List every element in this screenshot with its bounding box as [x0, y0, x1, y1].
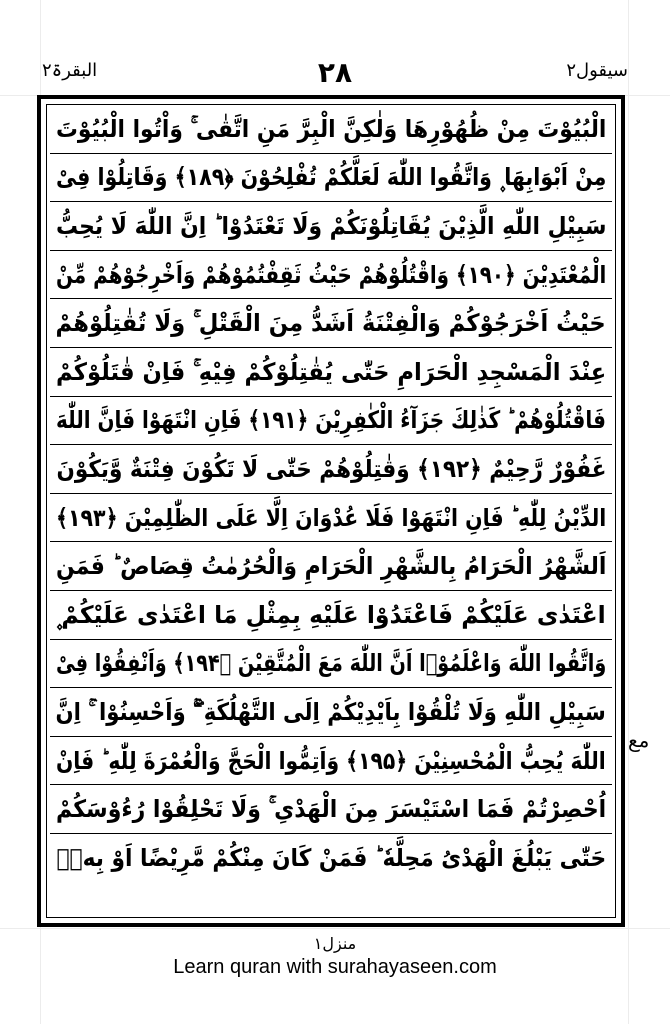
text-line: [50, 397, 612, 446]
text-line: [50, 494, 612, 543]
line-text: اللّٰهَ یُحِبُّ الْمُحْسِنِیْنَ ﴿۱۹۵﴾ وَاَتِمُّوا الْحَجَّ وَالْعُمْرَةَ لِلّٰهِ ؕ فَاِنْ: [56, 746, 606, 775]
line-text: غَفُوْرٌ رَّحِیْمٌ ﴿۱۹۲﴾ وَقٰتِلُوْهُمْ حَتّٰى لَا تَكُوْنَ فِتْنَةٌ وَّیَكُوْنَ: [56, 454, 606, 483]
line-text: اَلشَّهْرُ الْحَرَامُ بِالشَّهْرِ الْحَرَامِ وَالْحُرُمٰتُ قِصَاصٌ ؕ فَمَنِ: [55, 552, 607, 581]
para-name: سیقول۲: [566, 60, 628, 81]
text-line: [50, 785, 612, 834]
line-text: اعْتَدٰى عَلَیْكُمْ فَاعْتَدُوْا عَلَیْهِ بِمِثْلِ مَا اعْتَدٰى عَلَیْكُمْ ۪: [55, 600, 607, 629]
guide-line: [628, 0, 629, 1024]
text-line: [50, 737, 612, 786]
website-caption: Learn quran with surahayaseen.com: [173, 956, 497, 978]
line-text: سَبِیْلِ اللّٰهِ وَلَا تُلْقُوْا بِاَیْدِیْكُمْ اِلَى التَّهْلُكَةِ ۛ ۖۚ وَاَحْسِنُوْا ۛ ۚ اِنَّ: [55, 697, 607, 726]
guide-line: [0, 928, 670, 929]
line-text: مِنْ اَبْوَابِهَا ۪ وَاتَّقُوا اللّٰهَ لَعَلَّكُمْ تُفْلِحُوْنَ ﴿۱۸۹﴾ وَقَاتِلُوْا فِیْ: [55, 163, 607, 192]
line-text: سَبِیْلِ اللّٰهِ الَّذِیْنَ یُقَاتِلُوْنَكُمْ وَلَا تَعْتَدُوْا ؕ اِنَّ اللّٰهَ لَا یُحِبُّ: [55, 211, 607, 240]
text-line: [50, 251, 612, 300]
line-text: عِنْدَ الْمَسْجِدِ الْحَرَامِ حَتّٰى یُقٰتِلُوْكُمْ فِیْهِ ۚ فَاِنْ قٰتَلُوْكُمْ: [55, 357, 607, 386]
text-line: [50, 591, 612, 640]
text-line: [50, 202, 612, 251]
text-line: [50, 154, 612, 203]
line-text: وَاتَّقُوا اللّٰهَ وَاعْلَمُوْۤا اَنَّ اللّٰهَ مَعَ الْمُتَّقِیْنَ ﴿۱۹۴﴾ وَاَنْفِقُوْا فِیْ: [55, 649, 607, 678]
line-text: الْمُعْتَدِیْنَ ﴿۱۹۰﴾ وَاقْتُلُوْهُمْ حَیْثُ ثَقِفْتُمُوْهُمْ وَاَخْرِجُوْهُمْ مِّنْ: [55, 260, 607, 289]
line-text: فَاقْتُلُوْهُمْ ؕ كَذٰلِكَ جَزَآءُ الْكٰفِرِیْنَ ﴿۱۹۱﴾ فَاِنِ انْتَهَوْا فَاِنَّ اللّٰهَ: [56, 406, 606, 435]
page-number: ۲۸: [317, 56, 353, 89]
manzil-label: منزل۱: [313, 934, 357, 953]
text-line: [50, 348, 612, 397]
line-text: الْبُیُوْتَ مِنْ ظُهُوْرِهَا وَلٰكِنَّ الْبِرَّ مَنِ اتَّقٰى ۚ وَاْتُوا الْبُیُوْتَ: [55, 114, 607, 143]
page-header: [42, 56, 628, 92]
text-line: [50, 688, 612, 737]
text-line: [50, 640, 612, 689]
ruku-marker: مع: [628, 728, 650, 752]
text-line: [50, 834, 612, 883]
text-line: [50, 105, 612, 154]
text-lines: [46, 104, 616, 918]
text-line: [50, 542, 612, 591]
text-line: [50, 445, 612, 494]
line-text: حَیْثُ اَخْرَجُوْكُمْ وَالْفِتْنَةُ اَشَدُّ مِنَ الْقَتْلِ ۚ وَلَا تُقٰتِلُوْهُمْ: [55, 309, 607, 338]
text-line: [50, 299, 612, 348]
text-frame: [37, 95, 625, 927]
line-text: الدِّیْنُ لِلّٰهِ ؕ فَاِنِ انْتَهَوْا فَلَا عُدْوَانَ اِلَّا عَلَى الظّٰلِمِیْنَ ﴿۱۹۳﴾: [55, 503, 607, 532]
surah-name: البقرۃ۲: [42, 60, 98, 81]
line-text: اُحْصِرْتُمْ فَمَا اسْتَیْسَرَ مِنَ الْهَدْیِ ۚ وَلَا تَحْلِقُوْا رُءُوْسَكُمْ: [55, 795, 607, 824]
line-text: حَتّٰى یَبْلُغَ الْهَدْیُ مَحِلَّهٗ ؕ فَمَنْ كَانَ مِنْكُمْ مَّرِیْضًا اَوْ بِهٖۤ: [56, 844, 606, 873]
